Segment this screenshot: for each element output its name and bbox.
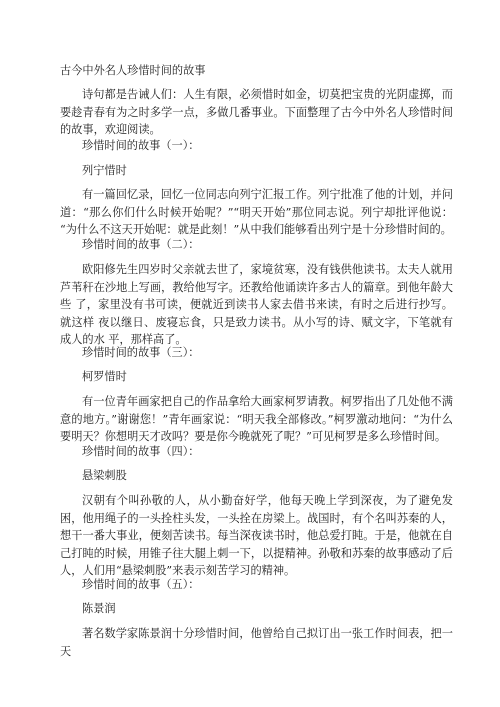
story-2-text: 欧阳修先生四岁时父亲就去世了，家境贫寒，没有钱供他读书。太夫人就用芦苇秆在沙地上写画，教给他写字。还教给他诵读许多古人的篇章。到他年龄大些 了，家里没有书可读，便就近到读书人家去借书来读，有时之后进行抄写。就这样 夜以继日、废寝忘食，只是致力读书。从小写的诗、赋文字，下笔就有成人的水 平，那样高了。	[60, 263, 453, 346]
story-4-name: 悬梁刺股	[82, 469, 127, 482]
intro-paragraph: 诗句都是告诫人们：人生有限，必须惜时如金，切莫把宝贵的光阴虚掷，而要趁青春有为之时多学一点，多做几番事业。下面整理了古今中外名人珍惜时间的故事，欢迎阅读。	[60, 88, 453, 136]
story-5-label: 珍惜时间的故事（五）：	[82, 578, 200, 591]
story-4-text: 汉朝有个叫孙敬的人，从小勤奋好学，他每天晚上学到深夜，为了避免发困，他用绳子的一头拴柱头发，一头拴在房梁上。战国时，有个名叫苏秦的人，想干一番大事业，便刻苦读书。每当深夜读书时，他总爱打盹。于是，他就在自己打盹的时候，用锥子往大腿上刺一下，以提精神。孙敬和苏秦的故事感动了后人，人们用“悬梁刺股”来表示刻苦学习的精神。	[60, 494, 453, 577]
story-5-text: 著名数学家陈景润十分珍惜时间，他曾给自己拟订出一张工作时间表，把一天	[60, 627, 453, 658]
story-3-name: 柯罗惜时	[82, 370, 127, 383]
story-2-label: 珍惜时间的故事（二）：	[82, 238, 200, 251]
story-1-label: 珍惜时间的故事（一）：	[82, 139, 200, 152]
story-1-text: 有一篇回忆录，回忆一位同志向列宁汇报工作。列宁批准了他的计划，并问 道：“那么你们什么时候开始呢？”“明天开始”那位同志说。列宁却批评他说： “为什么不这天开始呢：就是此刻！”从中我们能够看出列宁是十分珍惜时间的。	[60, 188, 453, 236]
story-3-label: 珍惜时间的故事（三）：	[82, 346, 200, 359]
story-4-label: 珍惜时间的故事（四）：	[82, 445, 200, 458]
document-title: 古今中外名人珍惜时间的故事	[60, 64, 206, 77]
story-1-name: 列宁惜时	[82, 164, 127, 177]
story-3-text: 有一位青年画家把自己的作品拿给大画家柯罗请教。柯罗指出了几处他不满意的地方。”谢谢您！”青年画家说：“明天我全部修改。”柯罗激动地问：“为什么要明天？你想明天才改吗？要是你今晚就死了呢？”可见柯罗是多么珍惜时间。	[60, 395, 453, 443]
story-5-name: 陈景润	[82, 602, 116, 615]
